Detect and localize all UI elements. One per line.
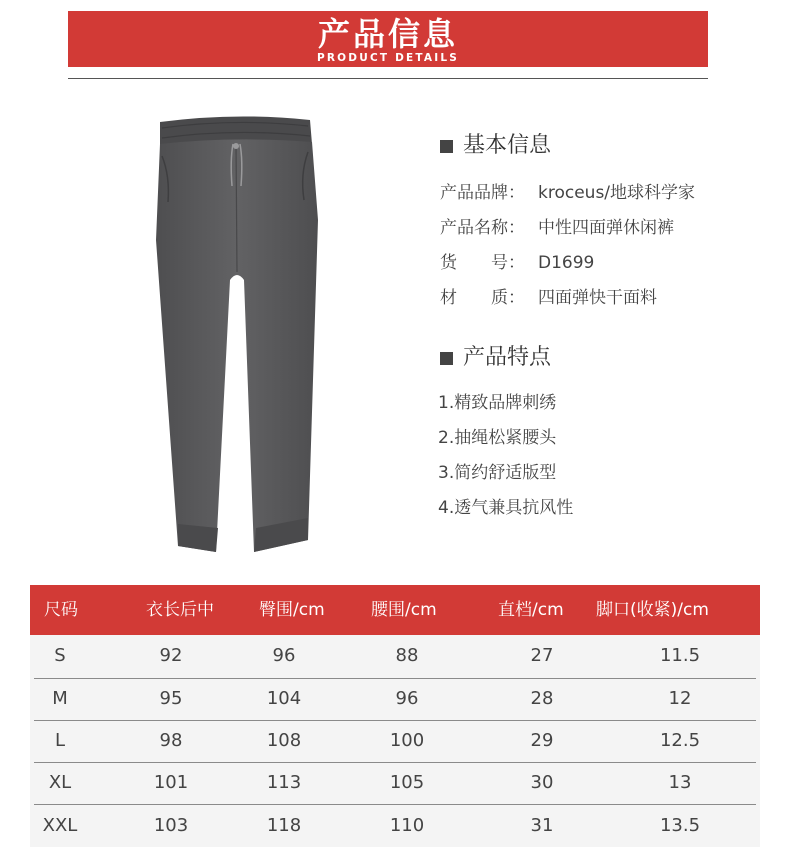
table-row: XXL 103 118 110 31 13.5: [42, 815, 701, 836]
table-row: M 95 104 96 28 12: [52, 688, 692, 709]
header-rise: 直档/cm: [498, 600, 564, 620]
page-title: 产品信息: [317, 15, 458, 53]
page-subtitle: PRODUCT DETAILS: [317, 52, 459, 64]
product-image: [140, 100, 340, 560]
header-size: 尺码: [44, 600, 78, 620]
feature-item: 2.抽绳松紧腰头: [438, 428, 557, 448]
info-row-sku: 货 号： D1699: [440, 253, 595, 273]
header-divider: [68, 78, 708, 79]
header-waist: 腰围/cm: [371, 600, 437, 620]
table-row: XL 101 113 105 30 13: [48, 772, 692, 793]
feature-item: 1.精致品牌刺绣: [438, 393, 557, 413]
header-length: 衣长后中: [146, 600, 214, 620]
size-table: [30, 585, 760, 847]
basic-info-heading: 基本信息: [440, 133, 551, 159]
header-hip: 臀围/cm: [259, 600, 325, 620]
square-bullet-icon: [440, 352, 453, 365]
features-heading: 产品特点: [440, 345, 551, 371]
feature-item: 3.简约舒适版型: [438, 463, 557, 483]
table-row: L 98 108 100 29 12.5: [54, 730, 701, 751]
header-leg-opening: 脚口(收紧)/cm: [596, 600, 709, 620]
info-row-brand: 产品品牌： kroceus/地球科学家: [440, 183, 696, 203]
square-bullet-icon: [440, 140, 453, 153]
feature-item: 4.透气兼具抗风性: [438, 498, 574, 518]
info-row-material: 材 质： 四面弹快干面料: [440, 288, 657, 308]
header-banner: [68, 11, 708, 67]
info-row-name: 产品名称： 中性四面弹休闲裤: [440, 218, 674, 238]
size-table-header: [30, 585, 760, 635]
table-row: S 92 96 88 27 11.5: [54, 645, 701, 666]
